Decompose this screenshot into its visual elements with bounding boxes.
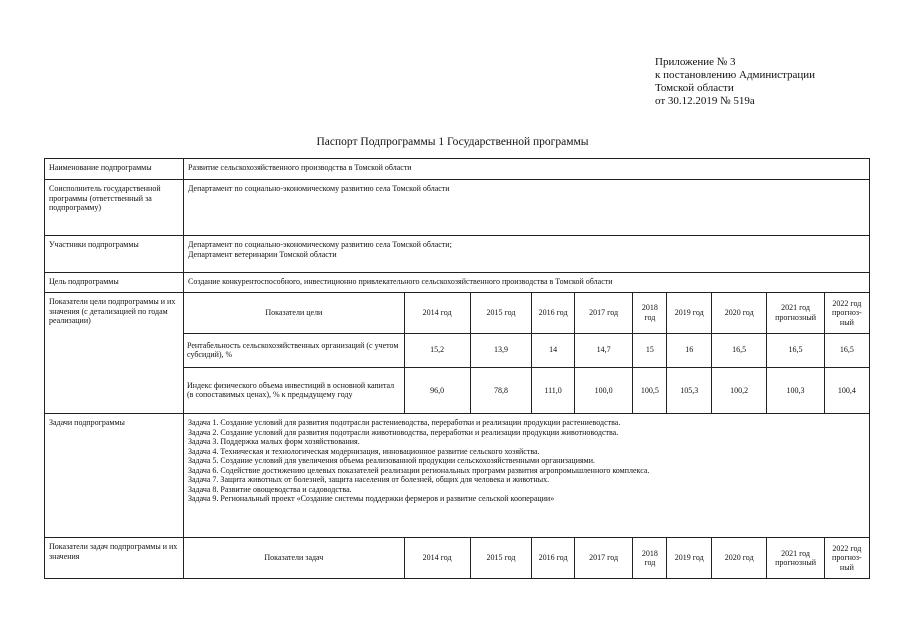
year-header: 2020 год (712, 293, 767, 333)
indicator-value: 100,0 (574, 367, 633, 413)
year-header: 2018 год (633, 538, 667, 578)
year-header: 2022 год прогноз-ный (824, 293, 869, 333)
task-item: Задача 5. Создание условий для увеличения объема реализованной продукции сельскохозяйственными организациями. (188, 456, 595, 465)
year-header: 2020 год (712, 538, 767, 578)
document-header (655, 56, 815, 108)
year-header: 2017 год (574, 293, 633, 333)
task-item: Задача 6. Содействие достижению целевых показателей реализации региональных программ развития агропромышленного комплекса. (188, 465, 650, 475)
year-header: 2014 год (404, 293, 470, 333)
passport-table (44, 158, 870, 579)
name-value: Развитие сельскохозяйственного производства в Томской области (184, 159, 870, 180)
task-item: Задача 4. Техническая и технологическая модернизация, инновационное развитие сельского хозяйства. (188, 446, 540, 456)
goal-indicators-header: Показатели цели (184, 293, 404, 333)
year-header: 2016 год (532, 538, 575, 578)
participants-value (184, 236, 870, 273)
indicator-value: 96,0 (404, 367, 470, 413)
indicator-value: 100,4 (824, 367, 869, 413)
task-item: Задача 9. Региональный проект «Создание системы поддержки фермеров и развитие сельской кооперации» (188, 494, 555, 503)
indicator-value: 16,5 (712, 333, 767, 367)
indicator-value: 111,0 (532, 367, 575, 413)
year-header: 2015 год (470, 538, 532, 578)
indicator-value: 16 (667, 333, 712, 367)
task-indicators-table (184, 538, 869, 578)
task-indicators-header: Показатели задач (184, 538, 404, 578)
year-header: 2018 год (633, 293, 667, 333)
year-header: 2016 год (532, 293, 575, 333)
header-line: к постановлению Администрации (655, 69, 816, 81)
goal-label: Цель подпрограммы (45, 273, 184, 293)
indicator-name: Индекс физического объема инвестиций в основной капитал (в сопоставимых ценах), % к предыдущему году (184, 367, 404, 413)
indicator-value: 100,2 (712, 367, 767, 413)
year-header: 2021 год прогнозный (767, 293, 824, 333)
year-header: 2019 год (667, 538, 712, 578)
task-indicators-cell (184, 538, 870, 579)
indicator-value: 105,3 (667, 367, 712, 413)
task-item: Задача 2. Создание условий для развития подотрасли животноводства, переработки и реализации продукции животноводства. (188, 427, 619, 437)
tasks-label: Задачи подпрограммы (45, 414, 184, 538)
task-item: Задача 3. Поддержка малых форм хозяйствования. (188, 437, 360, 446)
year-header: 2014 год (404, 538, 470, 578)
participant-item: Департамент по социально-экономическому развитию села Томской области; (188, 240, 452, 249)
coexec-label: Соисполнитель государственной программы (ответственный за подпрограмму) (45, 180, 184, 236)
year-header: 2022 год прогноз-ный (824, 538, 869, 578)
header-line: Приложение № 3 (655, 56, 736, 68)
goal-indicators-table (184, 293, 869, 413)
year-header: 2017 год (574, 538, 633, 578)
participants-label: Участники подпрограммы (45, 236, 184, 273)
indicator-value: 15,2 (404, 333, 470, 367)
header-line: Томской области (655, 82, 734, 94)
indicator-value: 78,8 (470, 367, 532, 413)
document-title: Паспорт Подпрограммы 1 Государственной программы (316, 136, 589, 148)
header-line: от 30.12.2019 № 519а (655, 95, 755, 107)
tasks-list (184, 414, 870, 538)
indicator-name: Рентабельность сельскохозяйственных организаций (с учетом субсидий), % (184, 333, 404, 367)
indicator-value: 100,5 (633, 367, 667, 413)
task-indicators-label: Показатели задач подпрограммы и их значения (45, 538, 184, 579)
task-item: Задача 7. Защита животных от болезней, защита населения от болезней, общих для человека и животных. (188, 475, 550, 484)
indicator-value: 15 (633, 333, 667, 367)
participant-item: Департамент ветеринарии Томской области (188, 249, 337, 259)
name-label: Наименование подпрограммы (45, 159, 184, 180)
year-header: 2021 год прогнозный (767, 538, 824, 578)
year-header: 2015 год (470, 293, 532, 333)
indicator-value: 16,5 (767, 333, 824, 367)
goal-indicators-label: Показатели цели подпрограммы и их значения (с детализацией по годам реализации) (45, 293, 184, 414)
coexec-value: Департамент по социально-экономическому развитию села Томской области (184, 180, 870, 236)
indicator-value: 13,9 (470, 333, 532, 367)
indicator-value: 100,3 (767, 367, 824, 413)
indicator-value: 16,5 (824, 333, 869, 367)
indicator-value: 14 (532, 333, 575, 367)
goal-value: Создание конкурентоспособного, инвестиционно привлекательного сельскохозяйственного производства в Томской области (184, 273, 870, 293)
goal-indicators-cell (184, 293, 870, 414)
task-item: Задача 8. Развитие овощеводства и садоводства. (188, 484, 352, 494)
year-header: 2019 год (667, 293, 712, 333)
task-item: Задача 1. Создание условий для развития подотрасли растениеводства, переработки и реализации продукции растениеводства. (188, 418, 621, 427)
indicator-value: 14,7 (574, 333, 633, 367)
